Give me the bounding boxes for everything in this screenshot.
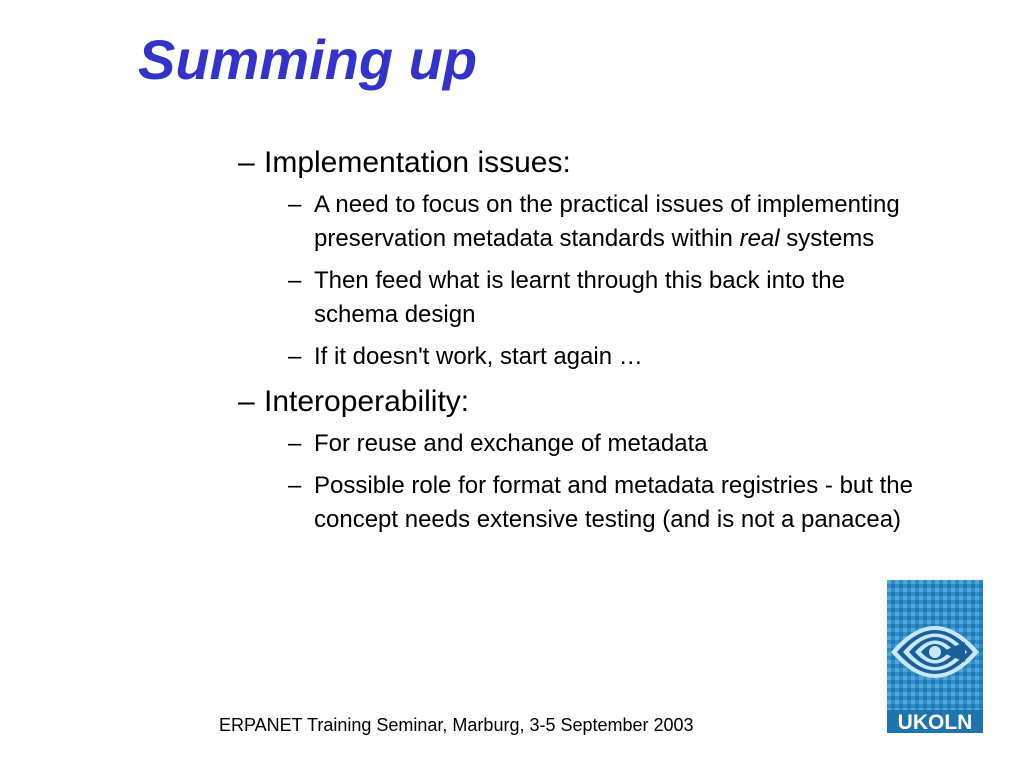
bullet-list	[288, 427, 918, 537]
bullet-dash: –	[288, 191, 302, 218]
list-item-text: Then feed what is learnt through this back into the schema design	[314, 267, 845, 328]
list-item-text	[314, 188, 914, 256]
ukoln-logo-text: UKOLN	[897, 711, 973, 733]
bullet-dash: –	[238, 385, 255, 418]
list-item-text: If it doesn't work, start again …	[314, 343, 643, 370]
list-item	[288, 340, 918, 374]
section-heading	[238, 145, 918, 181]
bullet-dash: –	[288, 267, 302, 294]
section-implementation-issues	[238, 145, 918, 374]
list-item	[288, 427, 918, 461]
bullet-dash: –	[238, 146, 255, 179]
section-interoperability	[238, 384, 918, 537]
section-heading	[238, 384, 918, 420]
section-heading-text: Interoperability:	[264, 385, 470, 418]
ukoln-eye-spiral-icon	[887, 580, 983, 733]
list-item-emphasis: real	[739, 225, 780, 252]
bullet-list	[288, 188, 918, 374]
list-item-text-part: A need to focus on the practical issues of implementing preservation metadata standards within	[314, 191, 900, 252]
slide-footer: ERPANET Training Seminar, Marburg, 3-5 September 2003	[219, 715, 694, 735]
list-item	[288, 264, 918, 332]
list-item-text: For reuse and exchange of metadata	[314, 430, 708, 457]
bullet-dash: –	[288, 430, 302, 457]
bullet-dash: –	[288, 472, 302, 499]
list-item-text-part: systems	[779, 225, 875, 252]
bullet-dash: –	[288, 343, 302, 370]
list-item	[288, 188, 918, 256]
ukoln-logo	[887, 580, 983, 733]
list-item	[288, 469, 918, 537]
slide-title: Summing up	[138, 28, 478, 91]
list-item-text: Possible role for format and metadata registries - but the concept needs extensive testing (and is not a panacea)	[314, 472, 913, 533]
section-heading-text: Implementation issues:	[264, 146, 571, 179]
slide-body	[238, 145, 918, 547]
